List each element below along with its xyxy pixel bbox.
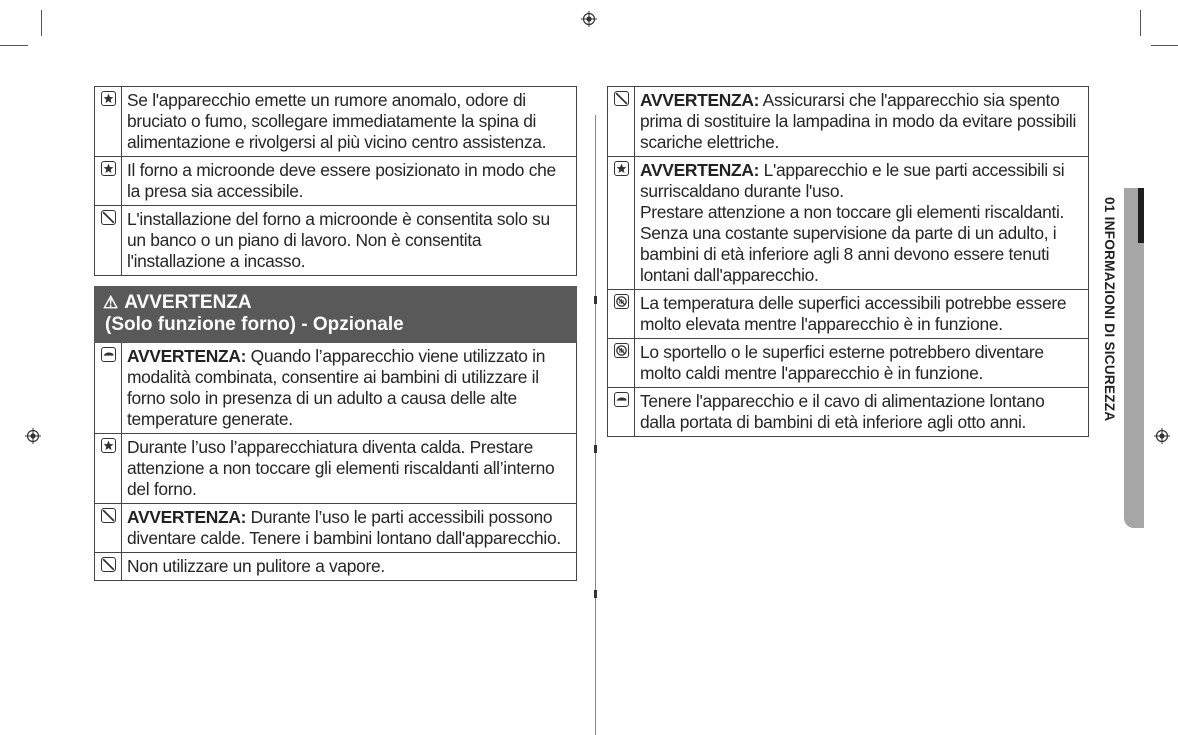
safety-text: AVVERTENZA: Quando l’apparecchio viene utilizzato in modalità combinata, consentire ai bambini di utilizzare il forno solo in presenza di un adulto a causa delle alte temperature generate.: [127, 346, 546, 429]
safety-text: L'installazione del forno a microonde è consentita solo su un banco o un piano di lavoro. Non è consentita l'installazione a incasso.: [127, 209, 550, 271]
hand-icon: [101, 347, 116, 362]
section-tab: [1124, 188, 1144, 528]
prohibited-icon: [101, 508, 116, 523]
no-touch-icon: [614, 294, 629, 309]
divider-tick: [594, 445, 597, 453]
safety-text: Lo sportello o le superfici esterne potrebbero diventare molto caldi mentre l'apparecchio è in funzione.: [640, 342, 1044, 383]
safety-text: AVVERTENZA: L'apparecchio e le sue parti accessibili si surriscaldano durante l'uso. Prestare attenzione a non toccare gli elementi riscaldanti. Senza una costante supervisione da parte di un adulto, i bambini di età inferiore agli 8 anni devono essere tenuti lontani dall'apparecchio.: [640, 160, 1065, 285]
registration-mark-icon: [25, 428, 41, 444]
registration-mark-icon: [1154, 428, 1170, 444]
crop-mark: [1151, 45, 1178, 46]
safety-row: [607, 290, 1089, 339]
star-icon: [614, 161, 629, 176]
right-column: [607, 86, 1089, 437]
crop-mark: [41, 10, 42, 36]
safety-row: [607, 388, 1089, 437]
safety-row: [94, 504, 577, 553]
left-column: [94, 86, 577, 581]
safety-row: [94, 157, 577, 206]
divider-tick: [594, 590, 597, 598]
safety-text: Se l'apparecchio emette un rumore anomalo, odore di bruciato o fumo, scollegare immediatamente la spina di alimentazione e rivolgersi al più vicino centro assistenza.: [127, 90, 547, 152]
safety-row: [94, 206, 577, 276]
safety-row: [607, 157, 1089, 290]
safety-text: La temperatura delle superfici accessibili potrebbe essere molto elevata mentre l'apparecchio è in funzione.: [640, 293, 1067, 334]
safety-row: [94, 343, 577, 434]
safety-row: [607, 339, 1089, 388]
star-icon: [101, 438, 116, 453]
star-icon: [101, 161, 116, 176]
divider-tick: [594, 296, 597, 304]
safety-text: AVVERTENZA: Durante l’uso le parti accessibili possono diventare calde. Tenere i bambini lontano dall'apparecchio.: [127, 507, 561, 548]
safety-text: Non utilizzare un pulitore a vapore.: [127, 556, 385, 576]
safety-row: [94, 434, 577, 504]
safety-row: [607, 87, 1089, 157]
prohibited-icon: [101, 210, 116, 225]
prohibited-icon: [614, 91, 629, 106]
safety-row: [94, 553, 577, 581]
hand-icon: [614, 392, 629, 407]
crop-mark: [0, 45, 28, 46]
safety-row: [94, 87, 577, 157]
warning-triangle-icon: ⚠: [103, 293, 119, 312]
section-tab-marker: [1138, 188, 1144, 243]
safety-text: Durante l’uso l’apparecchiatura diventa calda. Prestare attenzione a non toccare gli elementi riscaldanti all’interno del forno.: [127, 437, 555, 499]
prohibited-icon: [101, 557, 116, 572]
registration-mark-icon: [581, 11, 597, 27]
warning-banner: [94, 286, 577, 343]
star-icon: [101, 91, 116, 106]
safety-text: AVVERTENZA: Assicurarsi che l'apparecchio sia spento prima di sostituire la lampadina in modo da evitare possibili scariche elettriche.: [640, 90, 1077, 152]
crop-mark: [1140, 10, 1141, 36]
column-divider: [595, 115, 596, 735]
no-touch-icon: [614, 343, 629, 358]
safety-text: Il forno a microonde deve essere posizionato in modo che la presa sia accessibile.: [127, 160, 556, 201]
banner-title: AVVERTENZA: [124, 292, 252, 313]
section-title: 01 INFORMAZIONI DI SICUREZZA: [1102, 197, 1117, 422]
safety-text: Tenere l'apparecchio e il cavo di alimentazione lontano dalla portata di bambini di età inferiore agli otto anni.: [640, 391, 1045, 432]
banner-subtitle: (Solo funzione forno) - Opzionale: [105, 314, 404, 335]
